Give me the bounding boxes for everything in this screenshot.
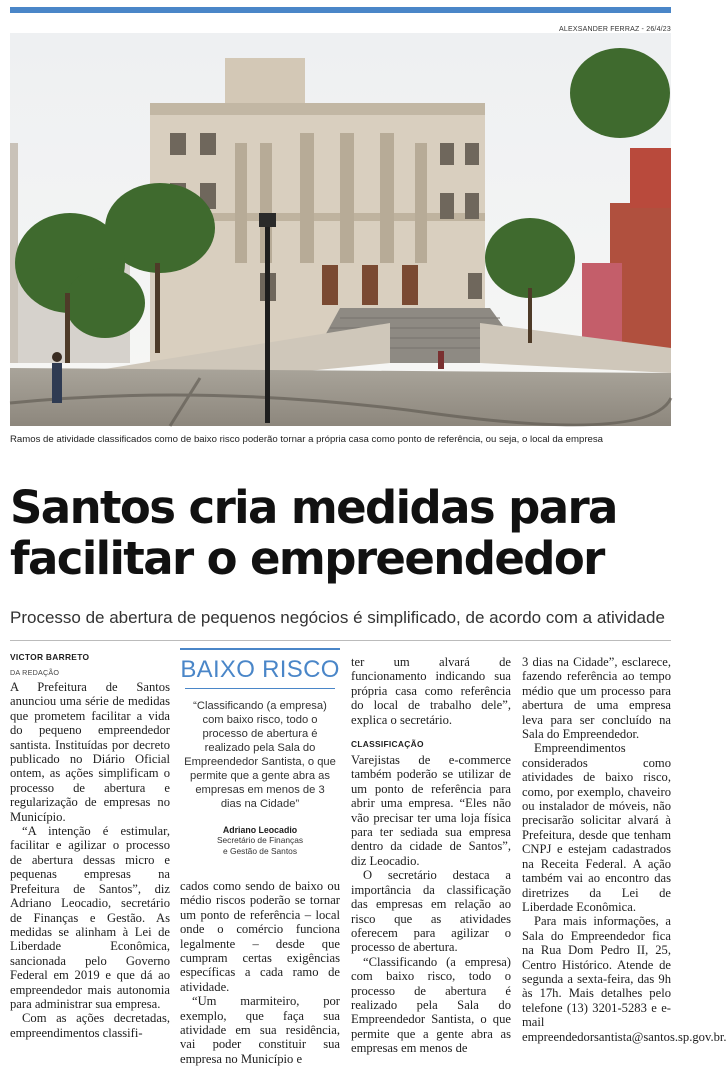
photo-caption: Ramos de atividade classificados como de baixo risco poderão tornar a própria casa como ponto de referência, ou seja, o local da empresa bbox=[10, 434, 604, 445]
text-column-3 bbox=[351, 655, 511, 1056]
box-quote-role bbox=[180, 835, 340, 857]
top-accent-bar bbox=[10, 7, 671, 13]
divider bbox=[10, 640, 671, 641]
paragraph: 3 dias na Cidade”, esclarece, fazendo referência ao tempo médio que um processo para abertura de uma empresa leva para ser concluído na Sala do Empreendedor. bbox=[522, 655, 671, 742]
box-rule bbox=[185, 688, 335, 689]
subtitle: Processo de abertura de pequenos negócios é simplificado, de acordo com a atividade bbox=[10, 608, 665, 627]
paragraph: ter um alvará de funcionamento indicando sua própria casa como referência do local de trabalho dele”, explica o secretário. bbox=[351, 655, 511, 727]
text-column-1 bbox=[10, 680, 170, 1040]
headline-line-2: facilitar o empreendedor bbox=[10, 532, 604, 585]
box-quote: “Classificando (a empresa) com baixo risco, todo o processo de abertura é realizado pela Sala do Empreendedor Santista, o que permite que a gente abra as empresas em menos de 3 dias na Cidade” bbox=[184, 700, 336, 810]
paragraph: Empreendimentos considerados como atividades de baixo risco, como, por exemplo, chaveiro ou instalador de móveis, não precisarão solicitar alvará à Prefeitura, desde que tenham CNPJ e estejam cadastrados na Receita Federal. A ação também vai ao encontro das diretrizes da Lei de Liberdade Econômica. bbox=[522, 741, 671, 914]
box-role-line-1: Secretário de Finanças bbox=[216, 835, 304, 845]
text-column-4 bbox=[522, 655, 727, 1044]
paragraph: O secretário destaca a importância da classificação das empresas em relação ao risco que as atividades oferecem para agilizar o processo de abertura. bbox=[351, 868, 511, 955]
paragraph: Varejistas de e-commerce também poderão se utilizar de um ponto de referência para abrir uma empresa. “Eles não vão precisar ter uma loja física para ter sediada sua empresa dentro da cidade de Santos”, diz Leocadio. bbox=[351, 753, 511, 868]
highlight-box bbox=[180, 648, 340, 868]
paragraph: “A intenção é estimular, facilitar e agilizar o processo de abertura dessas micro e pequenas empresas na Prefeitura de Santos”, diz Adriano Leocadio, secretário de Finanças e Gestão. As medidas se alinham à Lei de Liberdade Econômica, sancionada pelo Governo Federal em 2019 e que dá ao empreendedor mais autonomia para administrar sua empresa. bbox=[10, 824, 170, 1011]
author-name: VICTOR BARRETO bbox=[10, 652, 90, 662]
paragraph: A Prefeitura de Santos anunciou uma série de medidas que prometem facilitar a vida do pequeno empreendedor santista. Instituídas por decreto publicado no Diário Oficial ontem, as ações simplificam o processo de abertura e regularização de empresas no Município. bbox=[10, 680, 170, 824]
paragraph: “Um marmiteiro, por exemplo, que faça sua atividade em sua residência, vai poder constituir sua empresa no Município e bbox=[180, 994, 340, 1066]
paragraph: “Classificando (a empresa) com baixo risco, todo o processo de abertura é realizado pela Sala do Empreendedor Santista, o que permite que a gente abra as empresas em menos de bbox=[351, 954, 511, 1056]
photo-credit: ALEXSANDER FERRAZ - 26/4/23 bbox=[559, 26, 671, 33]
box-title: BAIXO RISCO bbox=[180, 656, 340, 683]
headline-line-1: Santos cria medidas para bbox=[10, 481, 617, 534]
box-role-line-2: e Gestão de Santos bbox=[222, 846, 298, 856]
article-photo bbox=[10, 33, 671, 426]
section-subhead: CLASSIFICAÇÃO bbox=[351, 739, 424, 750]
box-quote-author: Adriano Leocadio bbox=[222, 825, 298, 835]
headline bbox=[10, 482, 671, 584]
author-desk: DA REDAÇÃO bbox=[10, 668, 60, 677]
paragraph: Para mais informações, a Sala do Empreendedor fica na Rua Dom Pedro II, 25, Centro Histórico. Atende de segunda a sexta-feira, das 9h às 17h. Mais detalhes pelo telefone (13) 3201-5283 e e-mail empreendedorsantista@santos.sp.gov.br. bbox=[522, 914, 727, 1044]
paragraph: cados como sendo de baixo ou médio riscos poderão se tornar um ponto de referência – local onde o comércio funciona legalmente – desde que cumpram certas exigências específicas a cada ramo de atividade. bbox=[180, 879, 340, 994]
paragraph: Com as ações decretadas, empreendimentos classifi- bbox=[10, 1011, 170, 1040]
text-column-2 bbox=[180, 879, 340, 1066]
box-top-rule bbox=[180, 648, 340, 650]
